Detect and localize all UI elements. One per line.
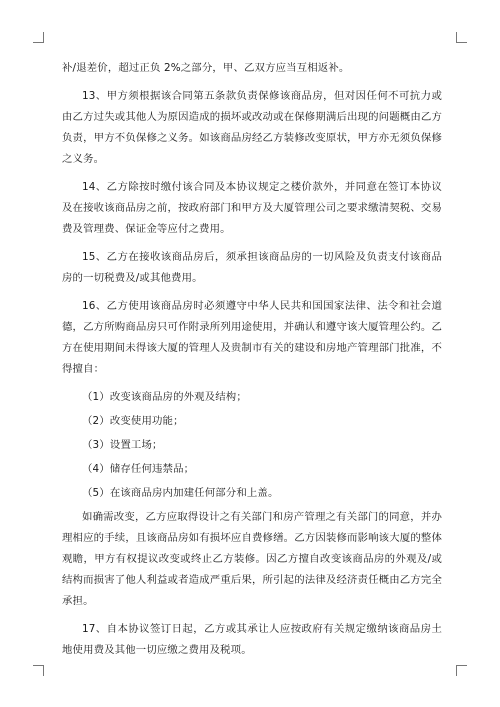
paragraph-clause-16: 16、乙方使用该商品房时必须遵守中华人民共和国国家法律、法令和社会道德，乙方所购商品房只可作附录所列用途使用，并确认和遵守该大厦管理公约。乙方在使用期间未得该大厦的管理人及贵制市有关的建设和房地产管理部门批准，不得擅自：: [62, 300, 442, 375]
paragraph-clause-14: 14、乙方除按时缴付该合同及本协议规定之楼价款外，并同意在签订本协议及在接收该商品房之前，按政府部门和甲方及大厦管理公司之要求缴清契税、交易费及管理费、保证金等应付之费用。: [62, 181, 442, 235]
list-item-1: （1）改变该商品房的外观及结构；: [82, 391, 247, 403]
paragraph-clause-15: 15、乙方在接收该商品房后，须承担该商品房的一切风险及负责支付该商品房的一切税费及/或其他费用。: [62, 251, 442, 284]
list-item-3: （3）设置工场；: [82, 439, 163, 451]
list-item-4: （4）储存任何违禁品；: [82, 463, 195, 475]
crop-mark-bottom-right: [456, 665, 467, 676]
document-body: [62, 58, 442, 668]
list-item-5: （5）在该商品房内加建任何部分和上盖。: [82, 487, 279, 499]
paragraph-modification-note: 如确需改变，乙方应取得设计之有关部门和房产管理之有关部门的同意，并办理相应的手续，且该商品房如有损坏应自费修缮。乙方因装修而影响该大厦的整体观瞻，甲方有权提议改变或终止乙方装修。因乙方擅自改变该商品房的外观及/或结构而损害了他人利益或者造成严重后果，所引起的法律及经济责任概由乙方完全承担。: [62, 511, 442, 607]
paragraph-continuation: 补/退差价，超过正负 2%之部分，甲、乙双方应当互相返补。: [62, 62, 350, 74]
paragraph-clause-13: 13、甲方须根据该合同第五条款负责保修该商品房，但对因任何不可抗力或由乙方过失或其他人为原因造成的损坏或改动或在保修期满后出现的问题概由乙方负责，甲方不负保修之义务。如该商品房经乙方装修改变原状，甲方亦无须负保修之义务。: [62, 90, 442, 165]
crop-mark-top-right: [456, 32, 467, 43]
list-item-2: （2）改变使用功能；: [82, 415, 184, 427]
crop-mark-bottom-left: [33, 665, 44, 676]
crop-mark-top-left: [33, 32, 44, 43]
paragraph-clause-17: 17、自本协议签订日起，乙方或其承让人应按政府有关规定缴纳该商品房土地使用费及其他一切应缴之费用及税项。: [62, 623, 442, 656]
